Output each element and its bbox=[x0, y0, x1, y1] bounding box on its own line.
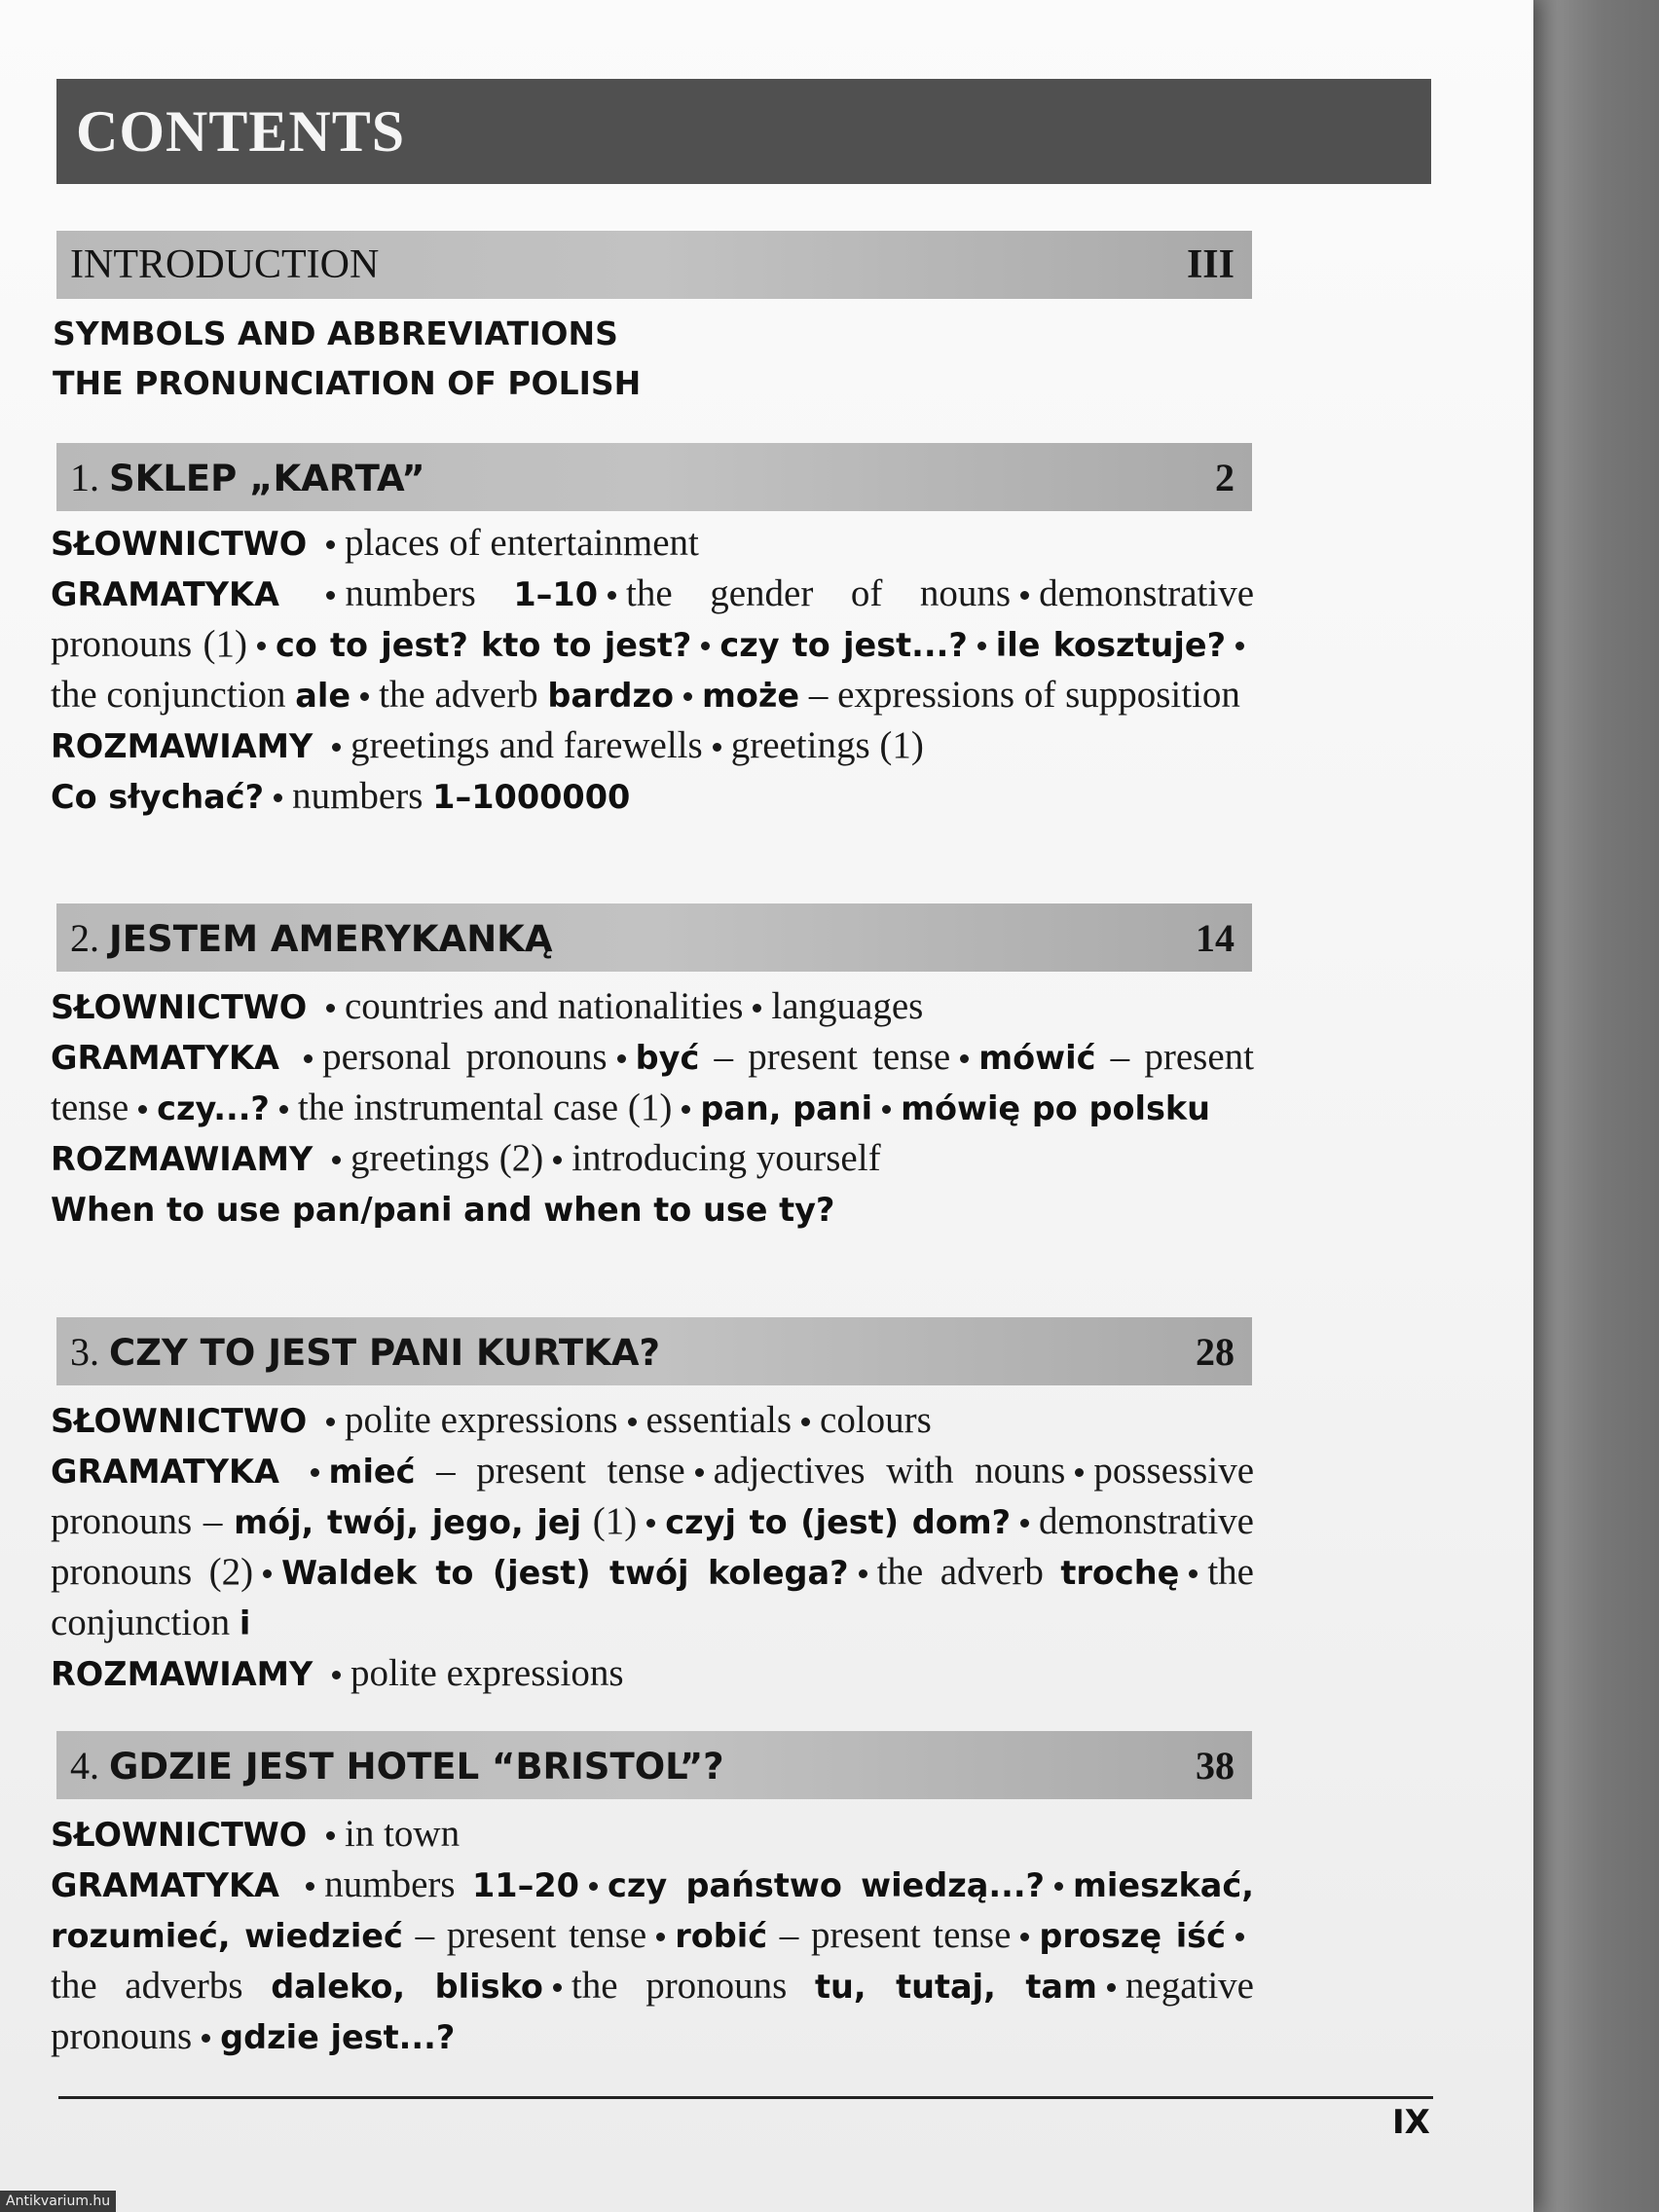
description-text: the gender of nouns bbox=[626, 572, 1012, 614]
polish-term: mówić bbox=[978, 1039, 1096, 1077]
bullet-dot-icon bbox=[753, 1004, 761, 1013]
description-text: (1) bbox=[581, 1500, 638, 1542]
description-text: greetings (1) bbox=[730, 724, 924, 766]
description-text: numbers bbox=[324, 1863, 472, 1905]
bullet-dot-icon bbox=[306, 1882, 314, 1891]
chapter-page: 38 bbox=[1196, 1743, 1235, 1788]
description-text: in town bbox=[345, 1813, 461, 1855]
bullet-dot-icon bbox=[713, 743, 721, 752]
bullet-dot-icon bbox=[656, 1933, 665, 1941]
description-text: languages bbox=[771, 985, 924, 1027]
bullet-dot-icon bbox=[1107, 1983, 1116, 1992]
bullet-dot-icon bbox=[628, 1418, 637, 1426]
introduction-bar bbox=[56, 231, 1252, 299]
chapter-bar-3 bbox=[56, 1317, 1252, 1385]
bullet-dot-icon bbox=[1235, 642, 1244, 650]
section-label: ROZMAWIAMY bbox=[51, 727, 313, 765]
description-text: – present tense bbox=[415, 1450, 685, 1492]
chapter-body-3 bbox=[51, 1395, 1254, 1699]
bullet-dot-icon bbox=[553, 1156, 562, 1164]
description-text: the conjunction bbox=[51, 1551, 1254, 1643]
description-text: the adverbs bbox=[51, 1965, 272, 2007]
polish-term: trochę bbox=[1060, 1554, 1180, 1592]
bullet-dot-icon bbox=[608, 591, 616, 600]
polish-term: Co słychać? bbox=[51, 778, 265, 816]
entry-line bbox=[51, 1446, 1254, 1648]
polish-term: czy to jest...? bbox=[719, 626, 968, 664]
chapter-bar-2 bbox=[56, 903, 1252, 972]
page-folio: IX bbox=[1392, 2103, 1430, 2142]
polish-term: mówię po polsku bbox=[901, 1089, 1211, 1127]
chapter-title bbox=[70, 455, 425, 500]
bullet-dot-icon bbox=[1075, 1468, 1084, 1477]
entry-line bbox=[51, 1648, 1254, 1699]
bullet-dot-icon bbox=[801, 1418, 810, 1426]
description-text: possessive pronouns – bbox=[51, 1450, 1255, 1542]
chapter-bar-4 bbox=[56, 1731, 1252, 1799]
contents-heading bbox=[56, 79, 1431, 184]
entry-line bbox=[51, 1860, 1254, 2062]
chapter-name: JESTEM AMERYKANKĄ bbox=[109, 917, 553, 960]
entry-line bbox=[51, 518, 1254, 569]
chapter-number: 4. bbox=[70, 1743, 99, 1788]
description-text: the instrumental case (1) bbox=[297, 1087, 673, 1128]
polish-term: może bbox=[701, 677, 800, 715]
bullet-dot-icon bbox=[304, 1054, 313, 1063]
description-text: – present tense bbox=[402, 1914, 647, 1956]
description-text: the adverb bbox=[379, 674, 548, 716]
watermark: Antikvarium.hu bbox=[0, 2191, 116, 2212]
description-text: polite expressions bbox=[350, 1652, 624, 1694]
section-label: GRAMATYKA bbox=[51, 575, 279, 613]
description-text: adjectives with nouns bbox=[713, 1450, 1066, 1492]
polish-term: czy...? bbox=[157, 1089, 270, 1127]
description-text: countries and nationalities bbox=[345, 985, 744, 1027]
description-text: greetings and farewells bbox=[350, 724, 703, 766]
chapter-page: 28 bbox=[1196, 1329, 1235, 1374]
bullet-dot-icon bbox=[1020, 1519, 1029, 1528]
polish-term: bardzo bbox=[547, 677, 674, 715]
description-text: – present tense bbox=[767, 1914, 1012, 1956]
bullet-dot-icon bbox=[332, 1156, 341, 1164]
bullet-dot-icon bbox=[646, 1519, 655, 1528]
contents-heading-text: CONTENTS bbox=[76, 98, 406, 164]
entry-line bbox=[51, 1133, 1254, 1184]
polish-term: czy państwo wiedzą...? bbox=[607, 1866, 1045, 1904]
entry-line bbox=[51, 1032, 1254, 1133]
polish-term: daleko, blisko bbox=[271, 1968, 543, 2006]
description-text: the adverb bbox=[876, 1551, 1061, 1593]
polish-term: być bbox=[635, 1039, 700, 1077]
bullet-dot-icon bbox=[326, 1831, 335, 1840]
chapter-name: GDZIE JEST HOTEL “BRISTOL”? bbox=[109, 1745, 724, 1788]
description-text: demonstrative pronouns (2) bbox=[51, 1500, 1254, 1593]
polish-term: ile kosztuje? bbox=[995, 626, 1227, 664]
section-label: ROZMAWIAMY bbox=[51, 1140, 313, 1178]
bullet-dot-icon bbox=[1054, 1882, 1063, 1891]
chapter-name: CZY TO JEST PANI KURTKA? bbox=[109, 1331, 660, 1374]
polish-term: Waldek to (jest) twój kolega? bbox=[281, 1554, 849, 1592]
description-text: – expressions of supposition bbox=[799, 674, 1240, 716]
bullet-dot-icon bbox=[553, 1983, 562, 1992]
section-label: SŁOWNICTWO bbox=[51, 525, 308, 563]
polish-term: gdzie jest...? bbox=[220, 2018, 456, 2056]
bullet-dot-icon bbox=[326, 1418, 335, 1426]
section-label: GRAMATYKA bbox=[51, 1453, 279, 1491]
chapter-number: 1. bbox=[70, 455, 99, 499]
bullet-dot-icon bbox=[274, 793, 282, 802]
polish-term: czyj to (jest) dom? bbox=[665, 1503, 1012, 1541]
section-label: ROZMAWIAMY bbox=[51, 1655, 313, 1693]
description-text: personal pronouns bbox=[322, 1036, 608, 1078]
entry-line bbox=[51, 1809, 1254, 1860]
bullet-dot-icon bbox=[617, 1054, 626, 1063]
description-text: numbers bbox=[345, 572, 514, 614]
bullet-dot-icon bbox=[279, 1105, 288, 1114]
chapter-title bbox=[70, 1743, 724, 1788]
polish-term: pan, pani bbox=[700, 1089, 873, 1127]
section-label: SŁOWNICTWO bbox=[51, 1816, 308, 1854]
bullet-dot-icon bbox=[332, 743, 341, 752]
description-text: introducing yourself bbox=[571, 1137, 881, 1179]
introduction-label: INTRODUCTION bbox=[70, 242, 380, 287]
bullet-dot-icon bbox=[683, 692, 692, 701]
introduction-page: III bbox=[1186, 242, 1235, 287]
bullet-dot-icon bbox=[257, 642, 266, 650]
chapter-title bbox=[70, 1329, 660, 1375]
polish-term: proszę iść bbox=[1039, 1917, 1226, 1955]
description-text: numbers bbox=[292, 775, 433, 817]
entry-line bbox=[51, 569, 1254, 720]
bullet-dot-icon bbox=[360, 692, 369, 701]
description-text: colours bbox=[820, 1399, 932, 1441]
polish-term: mieć bbox=[328, 1453, 416, 1491]
polish-term: ale bbox=[295, 677, 351, 715]
bullet-dot-icon bbox=[882, 1105, 891, 1114]
bullet-dot-icon bbox=[859, 1569, 867, 1578]
bullet-dot-icon bbox=[695, 1468, 704, 1477]
bullet-dot-icon bbox=[138, 1105, 147, 1114]
description-text: demonstrative pronouns (1) bbox=[51, 572, 1255, 665]
symbols-abbreviations-entry: SYMBOLS AND ABBREVIATIONS bbox=[53, 314, 618, 352]
entry-line bbox=[51, 1395, 1254, 1446]
description-text: the conjunction bbox=[51, 674, 296, 716]
description-text: – present tense bbox=[51, 1036, 1254, 1128]
section-label: SŁOWNICTWO bbox=[51, 1402, 308, 1440]
polish-term: mieszkać, rozumieć, wiedzieć bbox=[51, 1866, 1255, 1955]
section-label: GRAMATYKA bbox=[51, 1039, 279, 1077]
section-label: SŁOWNICTWO bbox=[51, 988, 308, 1026]
chapter-page: 14 bbox=[1196, 915, 1235, 960]
chapter-page: 2 bbox=[1215, 455, 1235, 499]
bullet-dot-icon bbox=[311, 1468, 319, 1477]
bullet-dot-icon bbox=[263, 1569, 272, 1578]
bullet-dot-icon bbox=[1235, 1933, 1244, 1941]
polish-term: When to use pan/pani and when to use ty? bbox=[51, 1191, 835, 1229]
entry-line bbox=[51, 771, 1254, 822]
chapter-body-4 bbox=[51, 1809, 1254, 2062]
section-label: GRAMATYKA bbox=[51, 1866, 279, 1904]
bullet-dot-icon bbox=[326, 540, 335, 549]
polish-term: 11–20 bbox=[471, 1866, 579, 1904]
description-text: places of entertainment bbox=[345, 522, 699, 564]
polish-term: robić bbox=[675, 1917, 768, 1955]
polish-term: co to jest? kto to jest? bbox=[275, 626, 692, 664]
entry-line bbox=[51, 981, 1254, 1032]
bullet-dot-icon bbox=[701, 642, 710, 650]
chapter-number: 3. bbox=[70, 1329, 99, 1374]
bullet-dot-icon bbox=[960, 1054, 969, 1063]
chapter-body-2 bbox=[51, 981, 1254, 1235]
polish-term: 1–1000000 bbox=[432, 778, 631, 816]
bullet-dot-icon bbox=[326, 591, 335, 600]
polish-term: 1–10 bbox=[513, 575, 599, 613]
bullet-dot-icon bbox=[589, 1882, 598, 1891]
bullet-dot-icon bbox=[202, 2034, 210, 2043]
polish-term: tu, tutaj, tam bbox=[815, 1968, 1097, 2006]
chapter-number: 2. bbox=[70, 915, 99, 960]
bullet-dot-icon bbox=[1020, 591, 1029, 600]
polish-term: mój, twój, jego, jej bbox=[234, 1503, 582, 1541]
bullet-dot-icon bbox=[1020, 1933, 1029, 1941]
bullet-dot-icon bbox=[332, 1671, 341, 1679]
bullet-dot-icon bbox=[1189, 1569, 1198, 1578]
description-text: – present tense bbox=[699, 1036, 951, 1078]
polish-term: i bbox=[239, 1604, 251, 1642]
bullet-dot-icon bbox=[977, 642, 986, 650]
bullet-dot-icon bbox=[682, 1105, 690, 1114]
entry-line bbox=[51, 720, 1254, 771]
description-text: negative pronouns bbox=[51, 1965, 1254, 2057]
description-text: essentials bbox=[645, 1399, 793, 1441]
chapter-bar-1 bbox=[56, 443, 1252, 511]
description-text: the pronouns bbox=[571, 1965, 815, 2007]
footer-rule bbox=[58, 2096, 1433, 2099]
page-shadow bbox=[1514, 0, 1659, 2212]
chapter-name: SKLEP „KARTA” bbox=[109, 457, 425, 499]
description-text: greetings (2) bbox=[350, 1137, 544, 1179]
chapter-body-1 bbox=[51, 518, 1254, 822]
chapter-title bbox=[70, 915, 552, 961]
entry-line bbox=[51, 1184, 1254, 1235]
bullet-dot-icon bbox=[326, 1004, 335, 1013]
description-text: polite expressions bbox=[345, 1399, 618, 1441]
pronunciation-entry: THE PRONUNCIATION OF POLISH bbox=[53, 364, 642, 402]
